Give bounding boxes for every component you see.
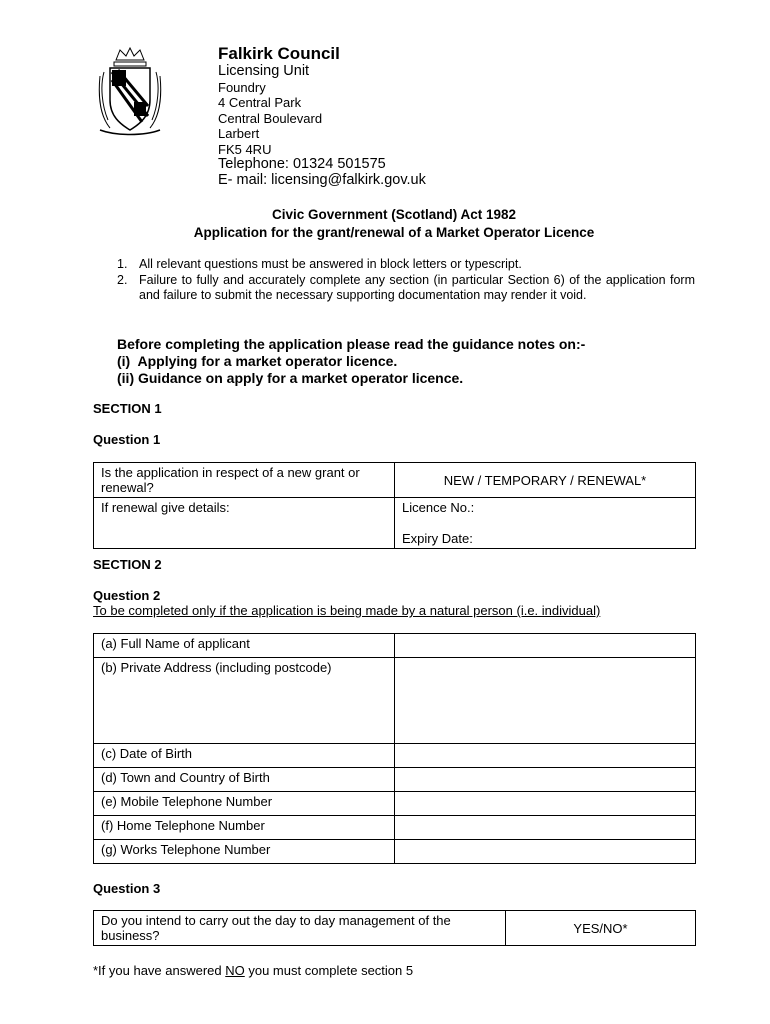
address-line: 4 Central Park bbox=[218, 95, 302, 110]
guidance-heading: Before completing the application please read the guidance notes on:- bbox=[117, 336, 586, 352]
instruction-item: 1. All relevant questions must be answered in block letters or typescript. bbox=[117, 257, 522, 271]
email: E- mail: licensing@falkirk.gov.uk bbox=[218, 171, 426, 188]
expiry-date-label: Expiry Date: bbox=[402, 531, 473, 546]
question-2-heading: Question 2 bbox=[93, 588, 161, 603]
guidance-notes bbox=[117, 336, 585, 387]
council-header bbox=[218, 44, 426, 188]
full-name-label: (a) Full Name of applicant bbox=[94, 634, 395, 658]
question-1-heading: Question 1 bbox=[93, 432, 161, 447]
day-to-day-management-label: Do you intend to carry out the day to day management of the business? bbox=[94, 911, 506, 946]
full-name-field[interactable] bbox=[395, 634, 696, 658]
home-phone-label: (f) Home Telephone Number bbox=[94, 816, 395, 840]
instruction-item: 2. Failure to fully and accurately complete any section (in particular Section 6) of the application form and failure to submit the necessary supporting documentation may render it void. bbox=[117, 272, 695, 302]
question-3-footnote: *If you have answered NO you must complete section 5 bbox=[93, 963, 414, 978]
telephone: Telephone: 01324 501575 bbox=[218, 156, 386, 172]
applicant-details-table bbox=[93, 633, 696, 864]
section-1-heading: SECTION 1 bbox=[93, 401, 162, 416]
question-3-table bbox=[93, 910, 696, 946]
new-temporary-renewal-field[interactable]: NEW / TEMPORARY / RENEWAL* bbox=[395, 463, 696, 498]
town-country-birth-label: (d) Town and Country of Birth bbox=[94, 768, 395, 792]
renewal-details-label: If renewal give details: bbox=[94, 498, 395, 549]
mobile-phone-field[interactable] bbox=[395, 792, 696, 816]
guidance-item: (ii) Guidance on apply for a market operator licence. bbox=[117, 370, 464, 386]
mobile-phone-label: (e) Mobile Telephone Number bbox=[94, 792, 395, 816]
address-line: Larbert bbox=[218, 126, 260, 141]
works-phone-field[interactable] bbox=[395, 840, 696, 864]
instructions-list bbox=[117, 257, 695, 304]
application-title: Application for the grant/renewal of a Market Operator Licence bbox=[193, 225, 595, 240]
act-title: Civic Government (Scotland) Act 1982 bbox=[271, 207, 517, 222]
works-phone-label: (g) Works Telephone Number bbox=[94, 840, 395, 864]
address-line: FK5 4RU bbox=[218, 141, 272, 157]
renewal-details-field[interactable] bbox=[395, 498, 696, 549]
licence-no-label: Licence No.: bbox=[402, 500, 475, 515]
date-of-birth-field[interactable] bbox=[395, 744, 696, 768]
private-address-field[interactable] bbox=[395, 658, 696, 744]
guidance-item: (i) Applying for a market operator licence. bbox=[117, 353, 398, 369]
question-1-table bbox=[93, 462, 696, 549]
new-or-renewal-label: Is the application in respect of a new grant or renewal? bbox=[94, 463, 395, 498]
date-of-birth-label: (c) Date of Birth bbox=[94, 744, 395, 768]
licensing-unit: Licensing Unit bbox=[218, 63, 310, 79]
council-name: Falkirk Council bbox=[218, 44, 340, 63]
council-crest-logo bbox=[96, 46, 164, 138]
address-line: Central Boulevard bbox=[218, 110, 323, 126]
yes-no-field[interactable]: YES/NO* bbox=[506, 911, 696, 946]
section-2-heading: SECTION 2 bbox=[93, 557, 162, 572]
question-2-note: To be completed only if the application is being made by a natural person (i.e. individual) bbox=[93, 603, 601, 618]
town-country-birth-field[interactable] bbox=[395, 768, 696, 792]
question-3-heading: Question 3 bbox=[93, 881, 161, 896]
private-address-label: (b) Private Address (including postcode) bbox=[94, 658, 395, 744]
home-phone-field[interactable] bbox=[395, 816, 696, 840]
address-line: Foundry bbox=[218, 79, 266, 95]
